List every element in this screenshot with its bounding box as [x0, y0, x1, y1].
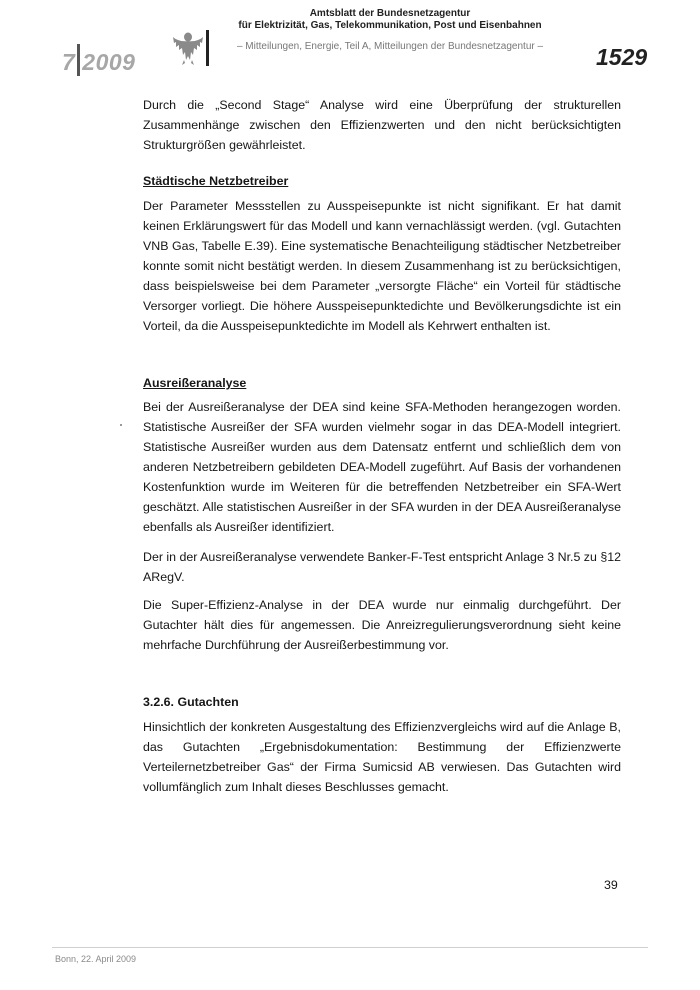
section-gutachten-body — [143, 717, 621, 797]
section-gutachten — [143, 692, 621, 712]
paragraph: Bei der Ausreißeranalyse der DEA sind keine SFA-Methoden herangezogen worden. Statistische Ausreißer der SFA wurden vielmehr sogar in das DEA-Modell integriert. Statistische Ausreißer wurden aus dem Datensatz entfernt und schließlich dem von anderen Netzbetreibern gebildeten DEA-Modell zugeführt. Auf Basis der vorhandenen Kostenfunktion wurde im Weiteren für die betreffenden Netzbetreiber ein SFA-Wert geschätzt. Alle statistischen Ausreißer in der SFA wurden in der DEA Ausreißeranalyse ebenfalls als Ausreißer identifiziert. — [143, 400, 621, 534]
journal-title-line1: Amtsblatt der Bundesnetzagentur — [309, 8, 471, 19]
section-ausreisser-body — [143, 397, 621, 537]
section-heading: Ausreißeranalyse — [143, 376, 247, 390]
issue-separator — [77, 44, 80, 76]
paragraph: Der Parameter Messstellen zu Ausspeisepunkte ist nicht signifikant. Er hat damit keinen Erklärungswert für das Modell und kann vernachlässigt werden. (vgl. Gutachten VNB Gas, Tabelle E.39). Eine systematische Benachteiligung städtischer Netzbetreiber konnte somit nicht bestätigt werden. In diesem Zusammenhang ist zu berücksichtigen, dass beispielsweise bei dem Parameter „versorgte Fläche“ ein Vorteil für städtische Versorger vorliegt. Die höhere Ausspeisepunktedichte und Bevölkerungsdichte ist ein Vorteil, da die Ausspeisepunktedichte im Modell als Kehrwert enthalten ist. — [143, 199, 621, 333]
section-ausreisser-body-3 — [143, 595, 621, 655]
header-divider — [206, 30, 209, 66]
intro-paragraph: Durch die „Second Stage“ Analyse wird eine Überprüfung der strukturellen Zusammenhänge zwischen den Effizienzwerten und den nicht berücksichtigten Strukturgrößen gewährleistet. — [143, 98, 621, 152]
scan-speck — [120, 424, 122, 426]
journal-title-line2: für Elektrizität, Gas, Telekommunikation, Post und Eisenbahnen — [238, 20, 542, 31]
issue-number: 7 — [62, 49, 76, 75]
footer-place-date: Bonn, 22. April 2009 — [55, 954, 137, 964]
section-ausreisser — [143, 373, 621, 393]
journal-header — [220, 8, 560, 53]
federal-eagle-icon — [172, 30, 204, 66]
section-heading: 3.2.6. Gutachten — [143, 695, 239, 709]
journal-subtitle: – Mitteilungen, Energie, Teil A, Mitteilungen der Bundesnetzagentur – — [236, 41, 544, 52]
document-page-number: 39 — [604, 878, 618, 892]
issue-year: 2009 — [82, 49, 136, 75]
section-staedtische — [143, 171, 621, 191]
journal-page-number: 1529 — [596, 44, 648, 70]
issue-indicator — [62, 44, 135, 76]
paragraph: Hinsichtlich der konkreten Ausgestaltung des Effizienzvergleichs wird auf die Anlage B, das Gutachten „Ergebnisdokumentation: Bestimmung der Effizienzwerte Verteilernetzbetreiber Gas“ der Firma Sumicsid AB verwiesen. Das Gutachten wird vollumfänglich zum Inhalt dieses Beschlusses gemacht. — [143, 720, 621, 794]
intro-paragraph-block — [143, 95, 621, 155]
footer-divider — [52, 947, 648, 948]
section-heading: Städtische Netzbetreiber — [143, 174, 289, 188]
section-staedtische-body — [143, 196, 621, 336]
paragraph: Der in der Ausreißeranalyse verwendete Banker-F-Test entspricht Anlage 3 Nr.5 zu §12 ARegV. — [143, 550, 621, 584]
section-ausreisser-body-2 — [143, 547, 621, 587]
paragraph: Die Super-Effizienz-Analyse in der DEA wurde nur einmalig durchgeführt. Der Gutachter hält dies für angemessen. Die Anreizregulierungsverordnung sieht keine mehrfache Durchführung der Ausreißerbestimmung vor. — [143, 598, 621, 652]
